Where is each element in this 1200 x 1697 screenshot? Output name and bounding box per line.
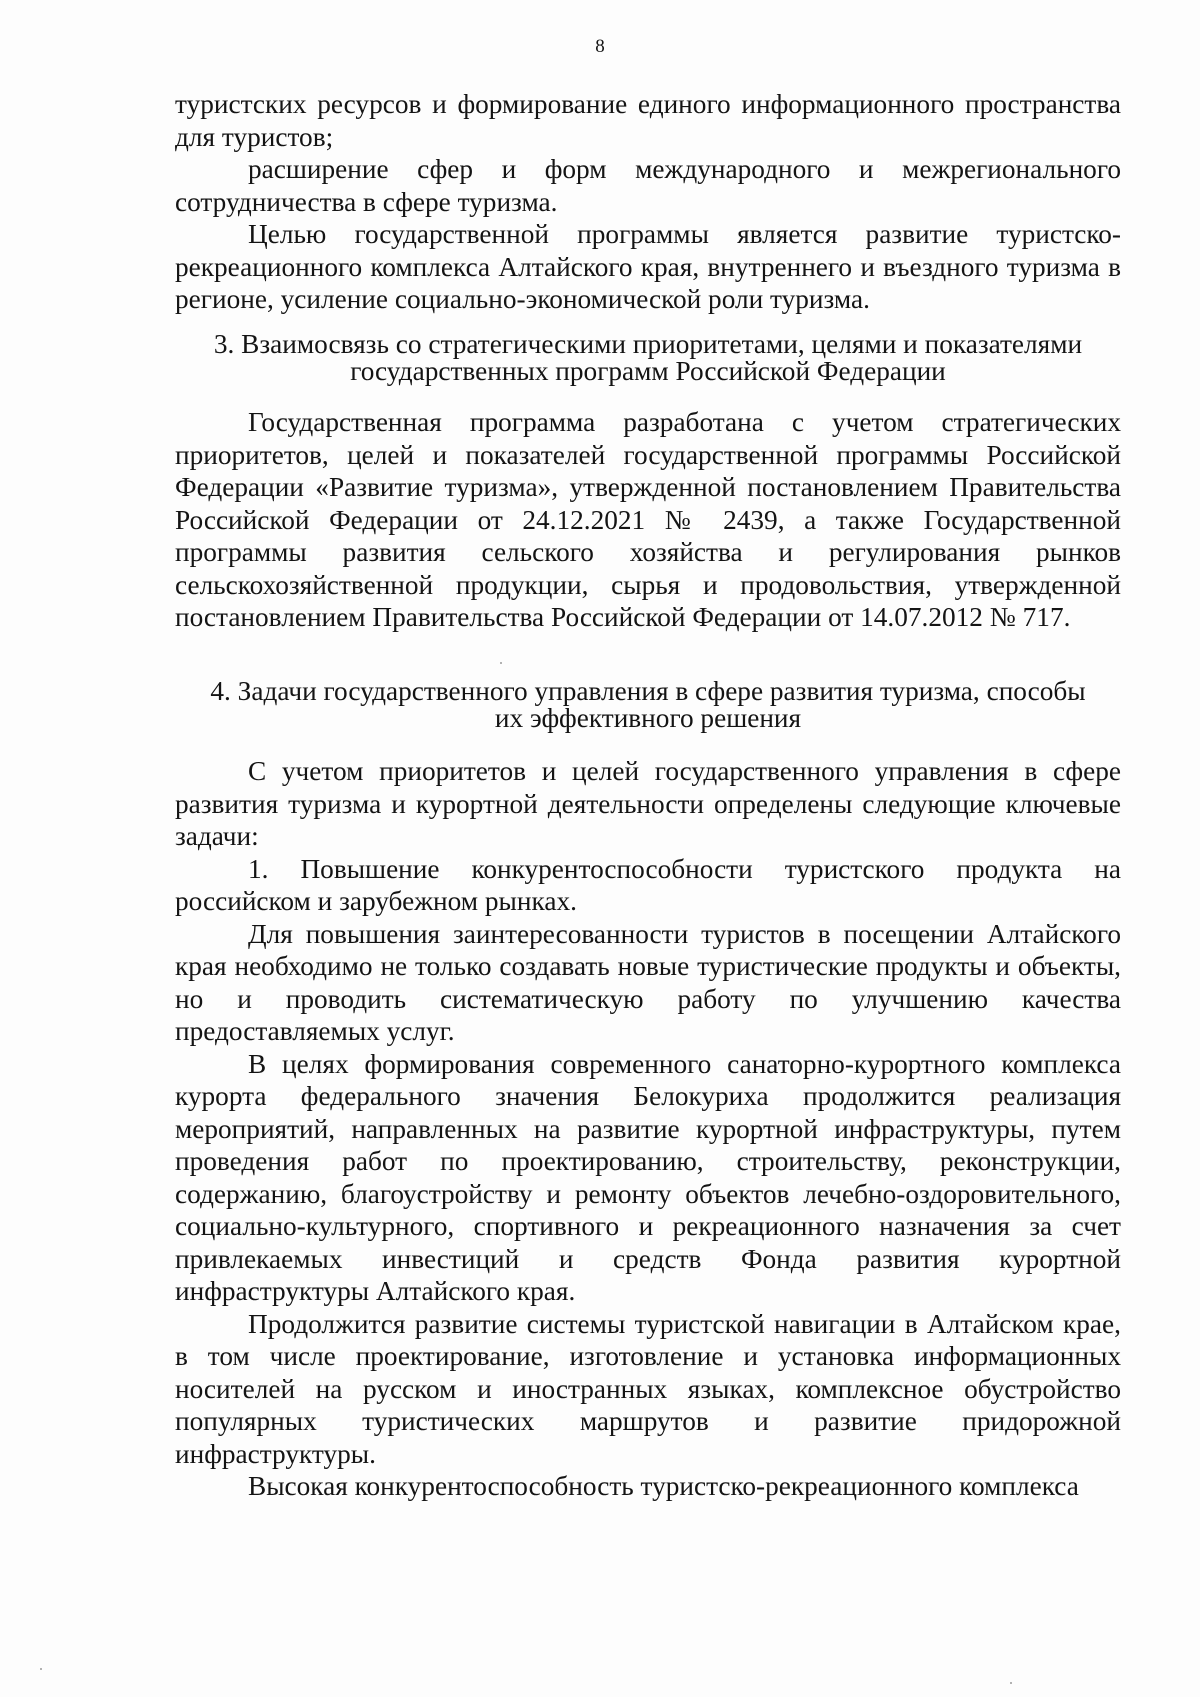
paragraph-program-basis: Государственная программа разработана с учетом стратегических приоритетов, целей и показателей государственной программы Российской Федерации «Развитие туризма», утвержденной постановлением Правительства Российской Федерации от 24.12.2021 № 2439, а также Государственной программы развития сельского хозяйства и регулирования рынков сельскохозяйственной продукции, сырья и продовольствия, утвержденной постановлением Правительства Российской Федерации от 14.07.2012 № 717.	[175, 407, 1121, 632]
section-4-heading	[175, 678, 1121, 732]
paragraph-tourist-navigation: Продолжится развитие системы туристской навигации в Алтайском крае, в том числе проектирование, изготовление и установка информационных носителей на русском и иностранных языках, комплексное обустройство популярных туристических маршрутов и развитие придорожной инфраструктуры.	[175, 1308, 1121, 1469]
scan-speck	[1010, 1682, 1012, 1684]
section-4-body	[175, 755, 1121, 1503]
paragraph-tourist-interest: Для повышения заинтересованности туристов в посещении Алтайского края необходимо не только создавать новые туристические продукты и объекты, но и проводить систематическую работу по улучшению качества предоставляемых услуг.	[175, 918, 1121, 1046]
page-number: 8	[595, 36, 605, 57]
paragraph-competitiveness: Высокая конкурентоспособность туристско-рекреационного комплекса	[248, 1471, 1079, 1501]
paragraph-key-tasks: С учетом приоритетов и целей государственного управления в сфере развития туризма и курортной деятельности определены следующие ключевые задачи:	[175, 756, 1121, 851]
section-3-heading	[175, 331, 1121, 385]
section-4-heading-line-1: 4. Задачи государственного управления в сфере развития туризма, способы	[210, 676, 1086, 706]
paragraph-tourist-resources: туристских ресурсов и формирование единого информационного пространства для туристов;	[175, 89, 1121, 152]
paragraph-program-goal: Целью государственной программы является развитие туристско-рекреационного комплекса Алтайского края, внутреннего и въездного туризма в регионе, усиление социально-экономической роли туризма.	[175, 219, 1121, 314]
paragraph-task-1: 1. Повышение конкурентоспособности туристского продукта на российском и зарубежном рынках.	[175, 853, 1121, 916]
section-4-heading-line-2: их эффективного решения	[494, 703, 802, 733]
scan-speck	[500, 662, 502, 664]
paragraph-belokurikha-resort: В целях формирования современного санаторно-курортного комплекса курорта федерального значения Белокуриха продолжится реализация мероприятий, направленных на развитие курортной инфраструктуры, путем проведения работ по проектированию, строительству, реконструкции, содержанию, благоустройству и ремонту объектов лечебно-оздоровительного, социально-культурного, спортивного и рекреационного назначения за счет привлекаемых инвестиций и средств Фонда развития курортной инфраструктуры Алтайского края.	[175, 1048, 1121, 1306]
section-3-body	[175, 406, 1121, 634]
section-3-heading-line-2: государственных программ Российской Федерации	[350, 356, 946, 386]
intro-block	[175, 88, 1121, 316]
paragraph-cooperation: расширение сфер и форм международного и межрегионального сотрудничества в сфере туризма.	[175, 154, 1121, 217]
scan-speck	[40, 1668, 42, 1670]
section-3-heading-line-1: 3. Взаимосвязь со стратегическими приоритетами, целями и показателями	[213, 329, 1083, 359]
